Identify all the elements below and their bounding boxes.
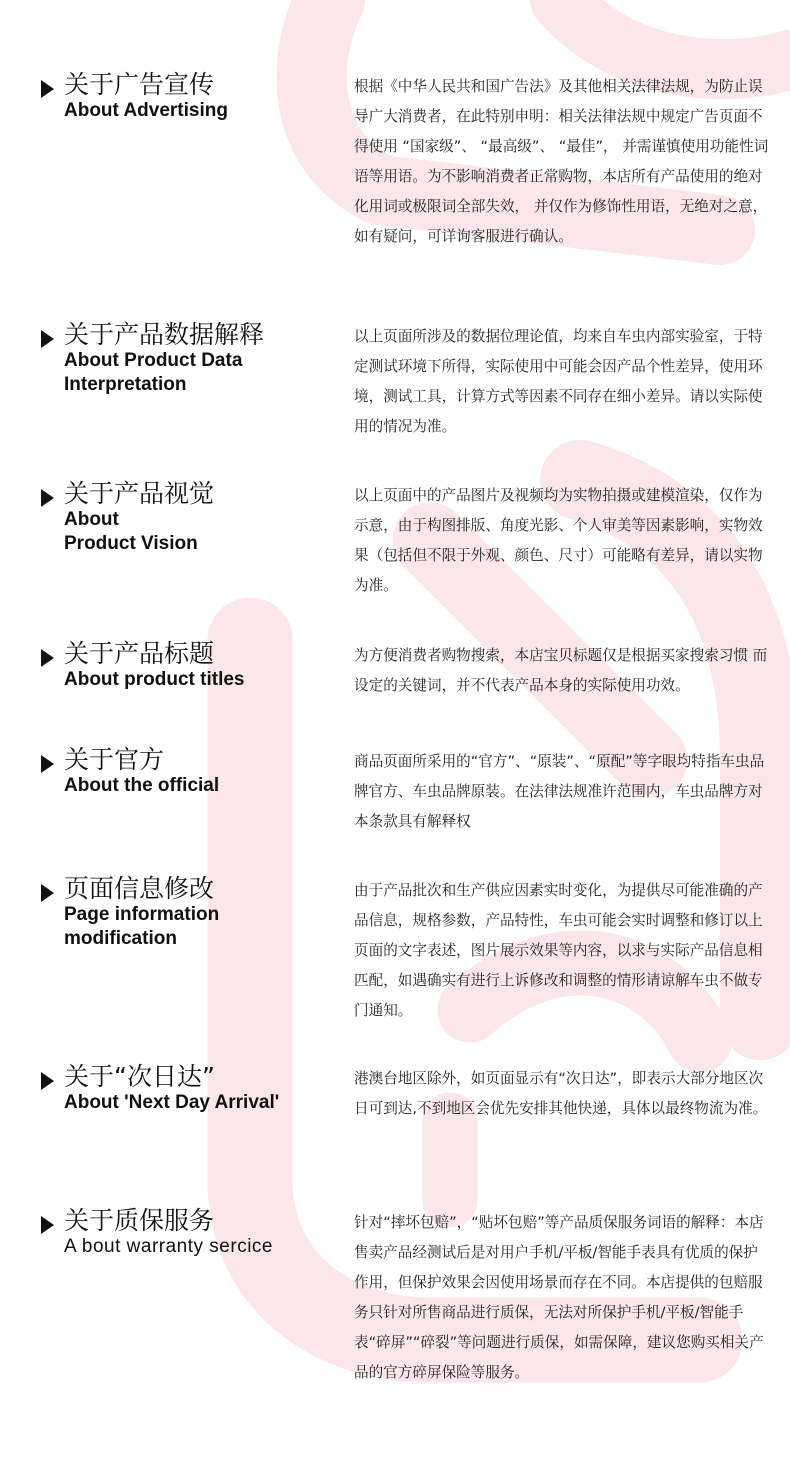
right-triangle-icon — [41, 884, 54, 902]
section-body: 为方便消费者购物搜索，本店宝贝标题仅是根据买家搜索习惯 而设定的关键词，并不代表产品本身的实际使用功效。 — [354, 647, 768, 694]
right-triangle-icon — [41, 330, 54, 348]
section-title-en: About 'Next Day Arrival' — [64, 1092, 280, 1113]
section-body: 针对“摔坏包赔”，“贴坏包赔”等产品质保服务词语的解释：本店售卖产品经测试后是对用户手机/平板/智能手表具有优质的保护作用，但保护效果会因使用场景而存在不同。本店提供的包赔服务只针对所售商品进行质保，无法对所保护手机/平板/智能手表“碎屏”“碎裂”等问题进行质保，如需保障，建议您购买相关产品的官方碎屏保险等服务。 — [354, 1214, 764, 1381]
right-triangle-icon — [41, 80, 54, 98]
section-title-zh: 关于质保服务 — [64, 1206, 215, 1235]
right-triangle-icon — [41, 1216, 54, 1234]
right-triangle-icon — [41, 489, 54, 507]
section-title-zh: 关于“次日达” — [64, 1062, 215, 1091]
section-title-zh: 关于产品数据解释 — [64, 320, 265, 349]
right-triangle-icon — [41, 755, 54, 773]
section-body: 由于产品批次和生产供应因素实时变化，为提供尽可能准确的产品信息，规格参数，产品特性，车虫可能会实时调整和修订以上页面的文字表述，图片展示效果等内容，以求与实际产品信息相匹配，如遇确实有进行上诉修改和调整的情形请谅解车虫不做专门通知。 — [354, 882, 763, 1019]
section-title-zh: 关于产品标题 — [64, 639, 215, 668]
section-title-en: About Product Data Interpretation — [64, 350, 243, 395]
section-title-zh: 页面信息修改 — [64, 874, 215, 903]
section-title-en: About product titles — [64, 669, 245, 690]
section-title-en: About Product Vision — [64, 509, 198, 554]
section-body: 商品页面所采用的“官方”、“原装”、“原配”等字眼均特指车虫品牌官方、车虫品牌原装。在法律法规准许范围内，车虫品牌方对本条款具有解释权 — [354, 753, 765, 830]
right-triangle-icon — [41, 1072, 54, 1090]
section-title-zh: 关于官方 — [64, 745, 165, 774]
section-title-zh: 关于广告宣传 — [64, 70, 215, 99]
section-body: 以上页面所涉及的数据位理论值，均来自车虫内部实验室，于特定测试环境下所得，实际使用中可能会因产品个性差异，使用环境，测试工具，计算方式等因素不同存在细小差异。请以实际使用的情况为准。 — [354, 328, 763, 435]
section-title-zh: 关于产品视觉 — [64, 479, 215, 508]
section-title-en: Page information modification — [64, 904, 220, 949]
section-body: 根据《中华人民共和国广告法》及其他相关法律法规，为防止误导广大消费者，在此特别申明：相关法律法规中规定广告页面不得使用 “国家级”、 “最高级”、 “最佳”， 并需谨慎使用功能性词语等用语。为不影响消费者正常购物，本店所有产品使用的绝对化用词或极限词全部失效， 并仅作为修饰性用语，无绝对之意，如有疑问，可详询客服进行确认。 — [354, 78, 769, 245]
right-triangle-icon — [41, 649, 54, 667]
section-body: 港澳台地区除外，如页面显示有“次日达”，即表示大部分地区次日可到达,不到地区会优先安排其他快递，具体以最终物流为准。 — [354, 1070, 768, 1117]
section-title-en: About the official — [64, 775, 220, 796]
section-body: 以上页面中的产品图片及视频均为实物拍摄或建模渲染，仅作为示意，由于构图排版、角度光影、个人审美等因素影响，实物效果（包括但不限于外观、颜色、尺寸）可能略有差异，请以实物为准。 — [354, 487, 763, 594]
section-title-en: A bout warranty sercice — [64, 1236, 273, 1257]
section-title-en: About Advertising — [64, 100, 228, 121]
